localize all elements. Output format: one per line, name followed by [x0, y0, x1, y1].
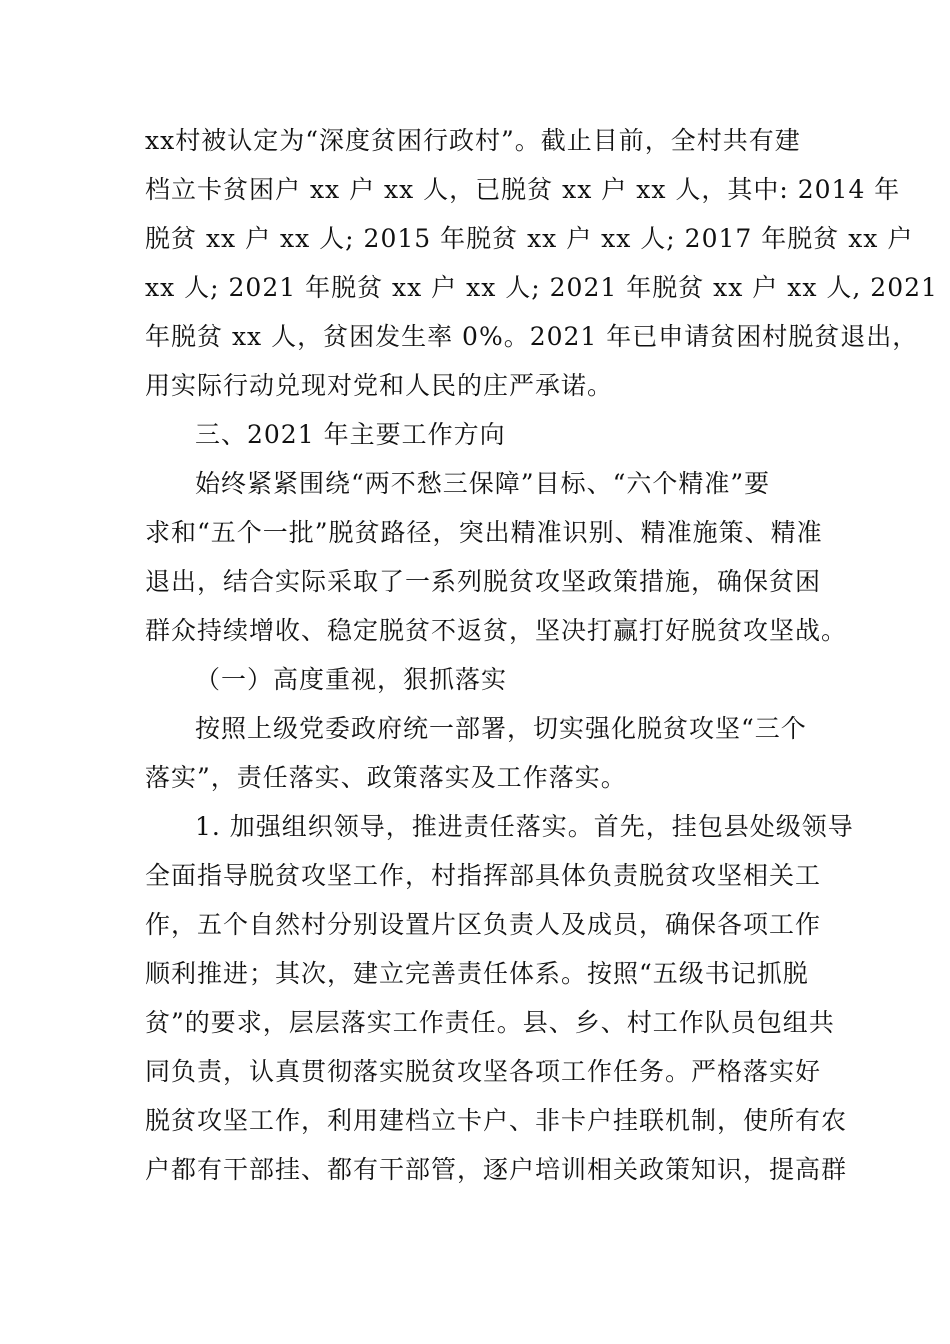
text-line: 始终紧紧围绕“两不愁三保障”目标、“六个精准”要: [195, 469, 771, 498]
text-line: 脱贫攻坚工作，利用建档立卡户、非卡户挂联机制，使所有农: [145, 1106, 848, 1135]
text-line: 按照上级党委政府统一部署，切实强化脱贫攻坚“三个: [195, 714, 807, 743]
text-line: 退出，结合实际采取了一系列脱贫攻坚政策措施，确保贫困: [145, 567, 822, 596]
text-line: 求和“五个一批”脱贫路径，突出精准识别、精准施策、精准: [145, 518, 823, 547]
text-line: 作，五个自然村分别设置片区负责人及成员，确保各项工作: [145, 910, 822, 939]
text-line: 落实”，责任落实、政策落实及工作落实。: [145, 763, 627, 792]
text-line: xx 人; 2021 年脱贫 xx 户 xx 人; 2021 年脱贫 xx 户 xx 人, 2021: [145, 273, 938, 302]
text-line: 户都有干部挂、都有干部管，逐户培训相关政策知识，提高群: [145, 1155, 848, 1184]
text-line: 档立卡贫困户 xx 户 xx 人，已脱贫 xx 户 xx 人，其中: 2014 年: [145, 175, 901, 204]
text-line: 脱贫 xx 户 xx 人; 2015 年脱贫 xx 户 xx 人; 2017 年脱贫 xx 户: [145, 224, 914, 253]
section-heading: 三、2021 年主要工作方向: [195, 420, 506, 449]
text-line: 年脱贫 xx 人，贫困发生率 0%。2021 年已申请贫困村脱贫退出，: [145, 322, 919, 351]
text-line: 群众持续增收、稳定脱贫不返贫，坚决打赢打好脱贫攻坚战。: [145, 616, 848, 645]
subsection-heading: （一）高度重视，狠抓落实: [195, 665, 508, 694]
text-line: xx村被认定为“深度贫困行政村”。截止目前，全村共有建: [145, 126, 801, 155]
text-line: 用实际行动兑现对党和人民的庄严承诺。: [145, 371, 614, 400]
text-line: 顺利推进；其次，建立完善责任体系。按照“五级书记抓脱: [145, 959, 809, 988]
text-line: 1. 加强组织领导，推进责任落实。首先，挂包县处级领导: [195, 812, 854, 841]
text-line: 全面指导脱贫攻坚工作，村指挥部具体负责脱贫攻坚相关工: [145, 861, 822, 890]
text-line: 同负责，认真贯彻落实脱贫攻坚各项工作任务。严格落实好: [145, 1057, 822, 1086]
document-body: [145, 116, 938, 1194]
text-line: 贫”的要求，层层落实工作责任。县、乡、村工作队员包组共: [145, 1008, 835, 1037]
